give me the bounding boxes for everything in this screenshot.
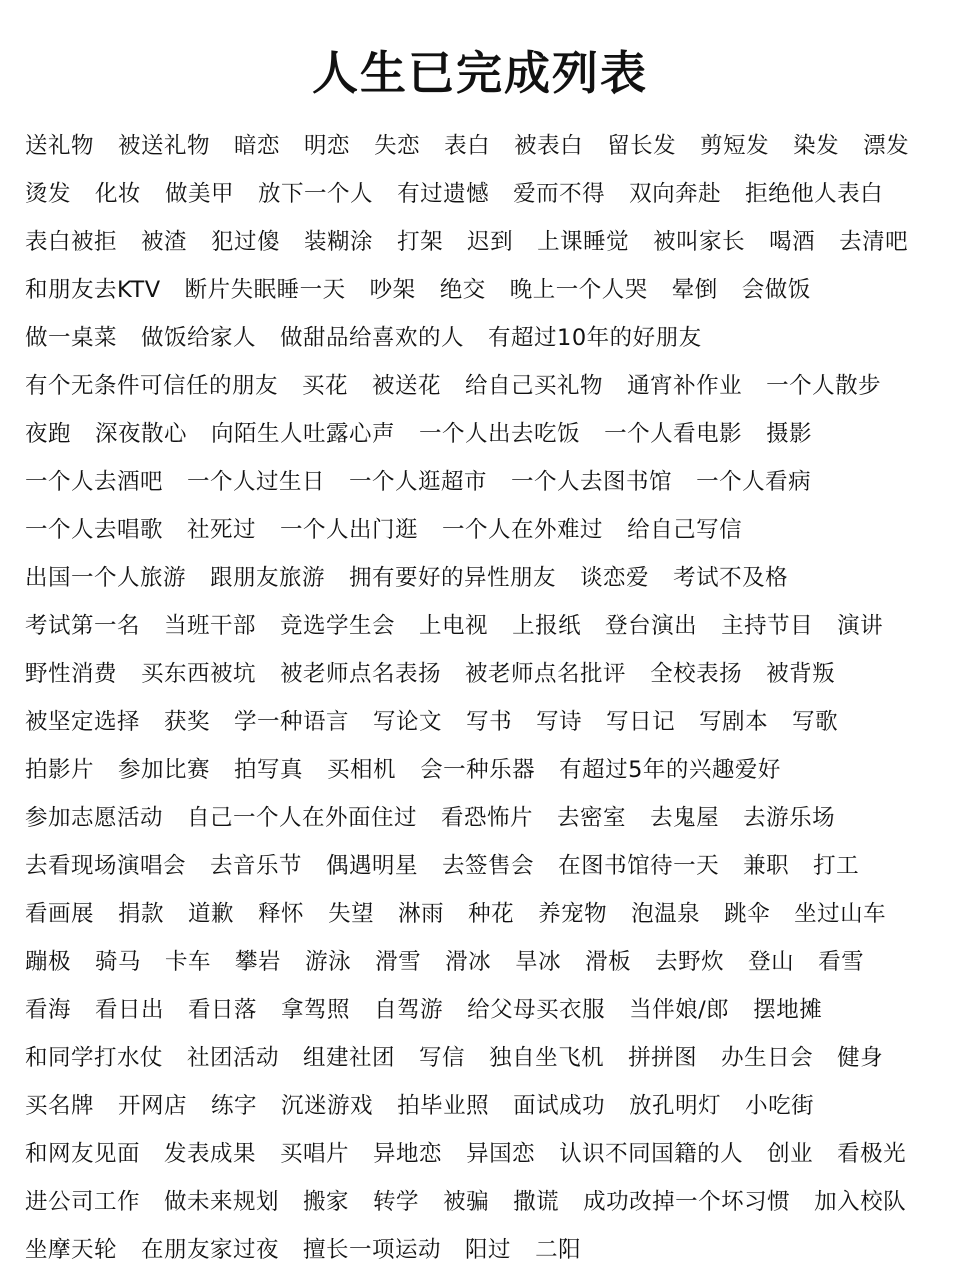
- list-item: 看雪: [818, 949, 865, 975]
- list-item: 开网店: [118, 1093, 188, 1119]
- list-item: 一个人看电影: [604, 421, 743, 447]
- list-item: 获奖: [164, 709, 211, 735]
- list-item: 做饭给家人: [141, 325, 257, 351]
- list-item: 打架: [397, 229, 444, 255]
- list-item: 参加比赛: [118, 757, 211, 783]
- list-item: 一个人逛超市: [349, 469, 488, 495]
- list-item: 买名牌: [25, 1093, 95, 1119]
- list-item: 装糊涂: [304, 229, 374, 255]
- list-item: 去游乐场: [743, 805, 836, 831]
- list-item: 去野炊: [655, 949, 725, 975]
- list-item: 给自己买礼物: [465, 373, 604, 399]
- list-item: 有超过10年的好朋友: [488, 325, 702, 351]
- list-item: 异国恋: [466, 1141, 536, 1167]
- list-item: 去看现场演唱会: [25, 853, 187, 879]
- list-item: 写书: [466, 709, 513, 735]
- list-item: 失望: [328, 901, 375, 927]
- list-row: [25, 554, 945, 602]
- list-item: 晕倒: [671, 277, 718, 303]
- list-item: 明恋: [304, 133, 351, 159]
- list-item: 一个人去酒吧: [25, 469, 164, 495]
- list-item: 种花: [468, 901, 515, 927]
- list-item: 办生日会: [721, 1045, 814, 1071]
- list-item: 淋雨: [398, 901, 445, 927]
- completed-list: [25, 122, 945, 1274]
- list-item: 演讲: [837, 613, 884, 639]
- list-item: 写歌: [792, 709, 839, 735]
- list-row: [25, 1034, 945, 1082]
- list-item: 搬家: [303, 1189, 350, 1215]
- list-item: 主持节目: [721, 613, 814, 639]
- list-item: 上报纸: [512, 613, 582, 639]
- list-item: 写论文: [373, 709, 443, 735]
- list-item: 买唱片: [280, 1141, 350, 1167]
- list-item: 被表白: [514, 133, 584, 159]
- list-item: 二阳: [535, 1237, 582, 1263]
- list-row: [25, 122, 945, 170]
- list-item: 给自己写信: [627, 517, 743, 543]
- list-item: 野性消费: [25, 661, 118, 687]
- list-row: [25, 218, 945, 266]
- list-item: 一个人过生日: [187, 469, 326, 495]
- list-item: 深夜散心: [95, 421, 188, 447]
- list-item: 会做饭: [741, 277, 811, 303]
- list-item: 滑雪: [375, 949, 422, 975]
- list-item: 在图书馆待一天: [558, 853, 720, 879]
- list-row: [25, 746, 945, 794]
- list-item: 异地恋: [373, 1141, 443, 1167]
- list-item: 自己一个人在外面住过: [187, 805, 418, 831]
- list-item: 犯过傻: [211, 229, 281, 255]
- list-item: 做甜品给喜欢的人: [280, 325, 465, 351]
- list-item: 迟到: [467, 229, 514, 255]
- list-item: 撒谎: [513, 1189, 560, 1215]
- list-item: 一个人在外难过: [442, 517, 604, 543]
- list-item: 被老师点名表扬: [280, 661, 442, 687]
- list-item: 骑马: [95, 949, 142, 975]
- list-row: [25, 314, 945, 362]
- list-item: 送礼物: [25, 133, 95, 159]
- list-item: 当伴娘/郎: [629, 997, 730, 1023]
- list-item: 登山: [748, 949, 795, 975]
- list-row: [25, 842, 945, 890]
- list-item: 通宵补作业: [627, 373, 743, 399]
- list-item: 参加志愿活动: [25, 805, 164, 831]
- list-item: 练字: [211, 1093, 258, 1119]
- list-item: 买花: [302, 373, 349, 399]
- list-item: 发表成果: [164, 1141, 257, 1167]
- list-item: 坐摩天轮: [25, 1237, 118, 1263]
- list-item: 学一种语言: [234, 709, 350, 735]
- list-item: 考试不及格: [673, 565, 789, 591]
- list-item: 在朋友家过夜: [141, 1237, 280, 1263]
- list-item: 擅长一项运动: [303, 1237, 442, 1263]
- list-item: 创业: [767, 1141, 814, 1167]
- list-item: 拒绝他人表白: [745, 181, 884, 207]
- list-item: 登台演出: [605, 613, 698, 639]
- list-item: 一个人出门逛: [280, 517, 419, 543]
- list-item: 拍写真: [234, 757, 304, 783]
- list-item: 去签售会: [442, 853, 535, 879]
- list-item: 拿驾照: [281, 997, 351, 1023]
- list-item: 写日记: [606, 709, 676, 735]
- list-item: 剪短发: [700, 133, 770, 159]
- list-row: [25, 890, 945, 938]
- list-item: 小吃街: [745, 1093, 815, 1119]
- list-item: 攀岩: [235, 949, 282, 975]
- list-item: 养宠物: [538, 901, 608, 927]
- list-item: 偶遇明星: [326, 853, 419, 879]
- list-item: 独自坐飞机: [489, 1045, 605, 1071]
- list-item: 和同学打水仗: [25, 1045, 164, 1071]
- list-item: 和网友见面: [25, 1141, 141, 1167]
- list-item: 被叫家长: [653, 229, 746, 255]
- list-item: 摆地摊: [753, 997, 823, 1023]
- list-item: 被渣: [141, 229, 188, 255]
- list-item: 当班干部: [164, 613, 257, 639]
- list-item: 被背叛: [766, 661, 836, 687]
- list-item: 一个人看病: [696, 469, 812, 495]
- list-item: 跳伞: [724, 901, 771, 927]
- list-item: 看海: [25, 997, 72, 1023]
- list-item: 游泳: [305, 949, 352, 975]
- list-item: 一个人出去吃饭: [419, 421, 581, 447]
- list-row: [25, 650, 945, 698]
- list-item: 看恐怖片: [441, 805, 534, 831]
- list-item: 打工: [813, 853, 860, 879]
- list-item: 摄影: [766, 421, 813, 447]
- list-item: 漂发: [863, 133, 910, 159]
- list-item: 阳过: [465, 1237, 512, 1263]
- list-item: 拍毕业照: [397, 1093, 490, 1119]
- list-item: 被骗: [443, 1189, 490, 1215]
- list-item: 道歉: [188, 901, 235, 927]
- list-item: 考试第一名: [25, 613, 141, 639]
- list-item: 蹦极: [25, 949, 72, 975]
- list-item: 表白被拒: [25, 229, 118, 255]
- list-row: [25, 602, 945, 650]
- list-item: 写信: [419, 1045, 466, 1071]
- list-item: 看极光: [837, 1141, 907, 1167]
- list-item: 烫发: [25, 181, 72, 207]
- list-item: 去清吧: [839, 229, 909, 255]
- list-item: 滑冰: [445, 949, 492, 975]
- list-item: 被坚定选择: [25, 709, 141, 735]
- list-item: 绝交: [439, 277, 486, 303]
- page-title: 人生已完成列表: [312, 46, 648, 100]
- list-item: 看日落: [188, 997, 258, 1023]
- list-item: 拥有要好的异性朋友: [349, 565, 557, 591]
- list-row: [25, 458, 945, 506]
- list-item: 失恋: [374, 133, 421, 159]
- list-item: 去鬼屋: [650, 805, 720, 831]
- list-item: 竞选学生会: [280, 613, 396, 639]
- list-item: 放孔明灯: [629, 1093, 722, 1119]
- list-item: 释怀: [258, 901, 305, 927]
- list-item: 被送礼物: [118, 133, 211, 159]
- list-row: [25, 938, 945, 986]
- list-row: [25, 1178, 945, 1226]
- list-item: 社团活动: [187, 1045, 280, 1071]
- list-row: [25, 170, 945, 218]
- list-item: 去密室: [557, 805, 627, 831]
- list-item: 买相机: [327, 757, 397, 783]
- list-item: 上电视: [419, 613, 489, 639]
- list-row: [25, 506, 945, 554]
- list-item: 成功改掉一个坏习惯: [583, 1189, 791, 1215]
- list-item: 放下一个人: [258, 181, 374, 207]
- list-item: 做未来规划: [164, 1189, 280, 1215]
- list-item: 认识不同国籍的人: [559, 1141, 744, 1167]
- list-item: 社死过: [187, 517, 257, 543]
- list-item: 兼职: [743, 853, 790, 879]
- list-item: 组建社团: [303, 1045, 396, 1071]
- list-item: 进公司工作: [25, 1189, 141, 1215]
- list-item: 双向奔赴: [629, 181, 722, 207]
- list-item: 有过遗憾: [397, 181, 490, 207]
- list-item: 卡车: [165, 949, 212, 975]
- list-row: [25, 410, 945, 458]
- list-item: 看画展: [25, 901, 95, 927]
- list-item: 全校表扬: [650, 661, 743, 687]
- list-item: 吵架: [369, 277, 416, 303]
- list-item: 留长发: [607, 133, 677, 159]
- list-item: 喝酒: [769, 229, 816, 255]
- list-item: 加入校队: [814, 1189, 907, 1215]
- list-row: [25, 986, 945, 1034]
- list-item: 拍影片: [25, 757, 95, 783]
- list-item: 沉迷游戏: [281, 1093, 374, 1119]
- list-item: 捐款: [118, 901, 165, 927]
- list-item: 化妆: [95, 181, 142, 207]
- list-item: 出国一个人旅游: [25, 565, 187, 591]
- list-item: 泡温泉: [631, 901, 701, 927]
- list-item: 有个无条件可信任的朋友: [25, 373, 279, 399]
- list-item: 做美甲: [165, 181, 235, 207]
- list-item: 一个人去图书馆: [511, 469, 673, 495]
- list-item: 旱冰: [515, 949, 562, 975]
- list-item: 坐过山车: [794, 901, 887, 927]
- list-item: 一个人去唱歌: [25, 517, 164, 543]
- list-item: 健身: [837, 1045, 884, 1071]
- list-row: [25, 1082, 945, 1130]
- list-row: [25, 1226, 945, 1274]
- list-item: 自驾游: [374, 997, 444, 1023]
- list-item: 上课睡觉: [537, 229, 630, 255]
- list-item: 和朋友去KTV: [25, 277, 161, 303]
- list-item: 跟朋友旅游: [210, 565, 326, 591]
- list-item: 被送花: [372, 373, 442, 399]
- list-row: [25, 1130, 945, 1178]
- list-item: 一个人散步: [766, 373, 882, 399]
- list-item: 染发: [793, 133, 840, 159]
- list-item: 转学: [373, 1189, 420, 1215]
- list-item: 拼拼图: [628, 1045, 698, 1071]
- list-item: 去音乐节: [210, 853, 303, 879]
- list-row: [25, 362, 945, 410]
- list-item: 谈恋爱: [580, 565, 650, 591]
- list-item: 暗恋: [234, 133, 281, 159]
- list-item: 向陌生人吐露心声: [211, 421, 396, 447]
- list-item: 被老师点名批评: [465, 661, 627, 687]
- list-item: 有超过5年的兴趣爱好: [559, 757, 781, 783]
- list-item: 夜跑: [25, 421, 72, 447]
- list-item: 写诗: [536, 709, 583, 735]
- list-item: 爱而不得: [513, 181, 606, 207]
- list-row: [25, 794, 945, 842]
- list-item: 晚上一个人哭: [509, 277, 648, 303]
- list-item: 会一种乐器: [420, 757, 536, 783]
- list-item: 看日出: [95, 997, 165, 1023]
- list-item: 写剧本: [699, 709, 769, 735]
- list-item: 滑板: [585, 949, 632, 975]
- list-row: [25, 698, 945, 746]
- list-item: 面试成功: [513, 1093, 606, 1119]
- list-item: 表白: [444, 133, 491, 159]
- list-item: 做一桌菜: [25, 325, 118, 351]
- list-row: [25, 266, 945, 314]
- list-item: 给父母买衣服: [467, 997, 606, 1023]
- list-item: 断片失眠睡一天: [184, 277, 346, 303]
- list-item: 买东西被坑: [141, 661, 257, 687]
